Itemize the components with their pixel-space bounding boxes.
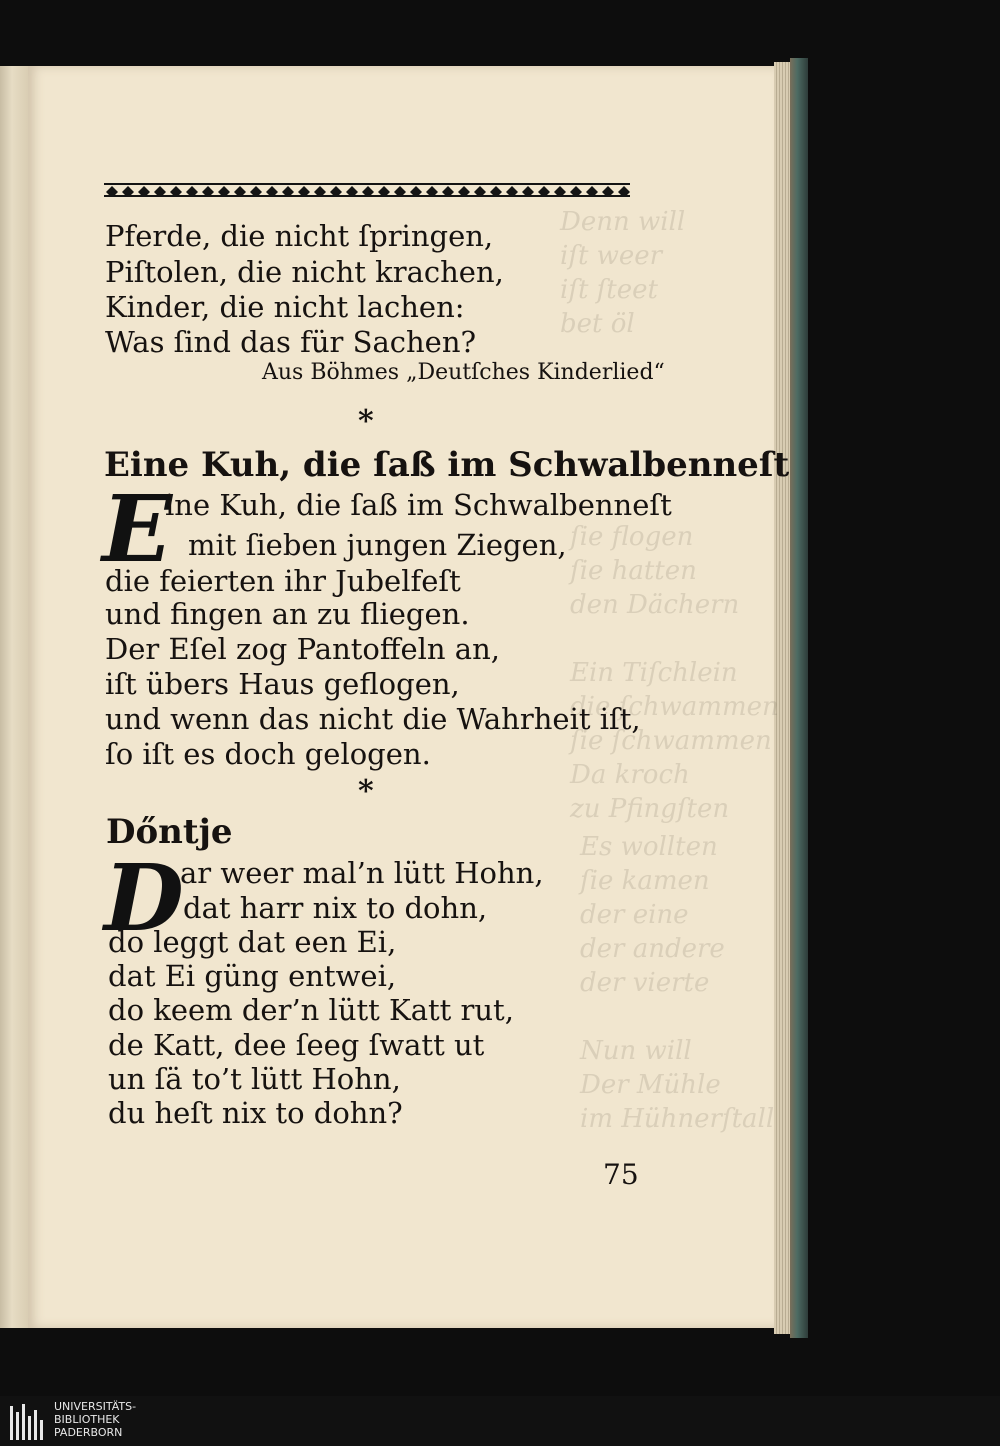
ornament-diamond [410,186,422,197]
ornament-diamond [506,186,518,197]
attribution: Aus Böhmes „Deutſches Kinderlied“ [262,360,665,385]
poem-line: de Katt, dee ſeeg ſwatt ut [108,1028,485,1062]
ornament-diamond [186,186,198,197]
ornament-diamond [618,186,630,197]
ornament-diamond [570,186,582,197]
ornament-diamond [266,186,278,197]
library-logo-icon [8,1402,48,1442]
ornament-diamond [346,186,358,197]
show-through-texture: Es wollten ſie kamen der eine der andere der vierte Nun will Der Mühle im Hühnerſtall [580,832,775,1134]
poem-line: ar weer mal’n lütt Hohn, [180,856,544,890]
poem-line: Piſtolen, die nicht krachen, [105,255,504,289]
ornament-diamond [554,186,566,197]
section-separator: * [358,774,374,809]
book-cover-edge [790,58,808,1338]
ornament-diamond [330,186,342,197]
poem-line: Pferde, die nicht ſpringen, [105,219,494,253]
ornament-diamond [250,186,262,197]
page-number: 75 [603,1158,639,1191]
ornament-diamond [538,186,550,197]
library-name-line: UNIVERSITÄTS- [54,1400,137,1413]
poem-line: und wenn das nicht die Wahrheit iſt, [105,702,641,736]
drop-cap: E [102,475,173,583]
decorative-rule [104,183,630,197]
poem-title: Dőntje [106,812,233,852]
poem-line: und fingen an zu fliegen. [105,597,470,631]
poem-line: du heſt nix to dohn? [108,1096,403,1130]
ornament-diamond [362,186,374,197]
ornament-diamond [138,186,150,197]
ornament-diamond [234,186,246,197]
ornament-diamond [202,186,214,197]
poem-line: Der Eſel zog Pantoffeln an, [105,632,500,666]
poem-line: un ſä to’t lütt Hohn, [108,1062,401,1096]
ornament-diamond [426,186,438,197]
poem-line: do keem der’n lütt Katt rut, [108,993,514,1027]
show-through-texture: Denn will iſt weer iſt ſteet bet öl [560,207,686,339]
ornament-diamond [106,186,118,197]
poem-line: dat harr nix to dohn, [183,891,488,925]
ornament-diamond [314,186,326,197]
ornament-diamond [474,186,486,197]
poem-line: ine Kuh, die ſaß im Schwalbenneſt [165,488,672,522]
ornament-diamond [442,186,454,197]
library-name-line: BIBLIOTHEK [54,1413,120,1426]
library-name [54,1400,136,1439]
ornament-diamond [394,186,406,197]
drop-cap: D [104,844,184,952]
library-name-line: PADERBORN [54,1426,123,1439]
ornament-diamond [586,186,598,197]
ornament-diamond [458,186,470,197]
poem-line: mit ſieben jungen Ziegen, [188,528,567,562]
ornament-diamond [490,186,502,197]
ornament-diamond [298,186,310,197]
poem-line: Kinder, die nicht lachen: [105,290,465,324]
ornament-diamond [378,186,390,197]
ornament-diamond [170,186,182,197]
ornament-diamond [602,186,614,197]
ornament-diamond [218,186,230,197]
poem-line: dat Ei güng entwei, [108,959,397,993]
ornament-diamond [522,186,534,197]
ornament-diamond [122,186,134,197]
poem-title: Eine Kuh, die ſaß im Schwalbenneſt [104,445,790,485]
library-footer [0,1396,1000,1446]
poem-line: die feierten ihr Jubelfeſt [105,564,461,598]
ornament-diamond [282,186,294,197]
section-separator: * [358,404,374,439]
poem-line: iſt übers Haus geflogen, [105,667,460,701]
show-through-texture: ſie flogen ſie hatten den Dächern Ein Tiſchlein die ſchwammen ſie ſchwammen Da kroch zu Pfingſten [570,522,779,824]
poem-line: Was ſind das für Sachen? [105,325,477,359]
ornament-diamond [154,186,166,197]
poem-line: ſo iſt es doch gelogen. [105,737,431,771]
poem-line: do leggt dat een Ei, [108,925,397,959]
